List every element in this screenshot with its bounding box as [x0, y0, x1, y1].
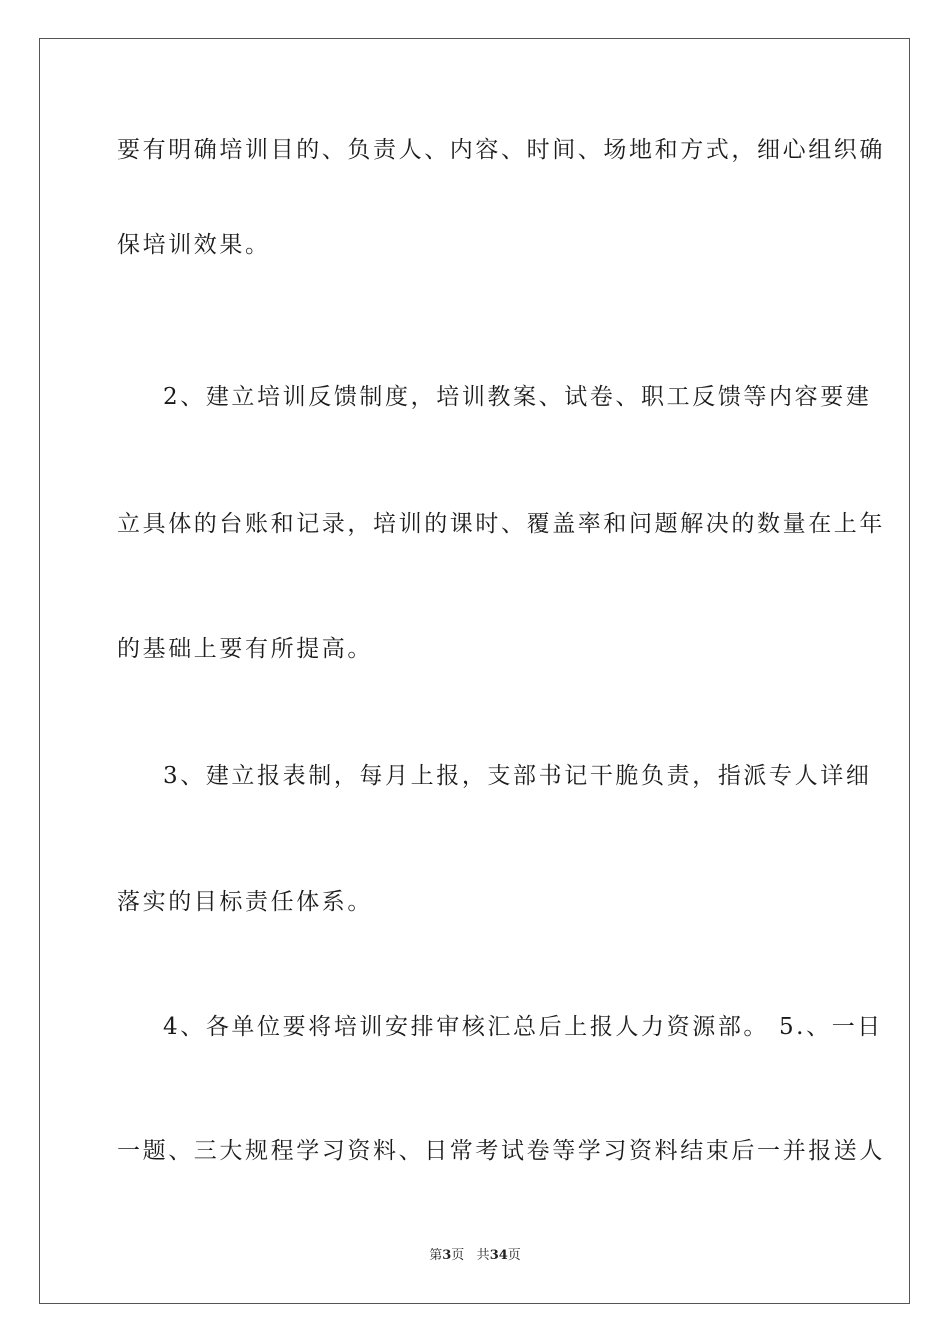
paragraph-line: 落实的目标责任体系。 — [117, 889, 373, 915]
page-footer — [0, 1244, 950, 1263]
total-prefix: 共 — [476, 1248, 490, 1263]
page-prefix: 第 — [429, 1248, 443, 1263]
paragraph-line: 2、建立培训反馈制度，培训教案、试卷、职工反馈等内容要建 — [163, 384, 872, 410]
paragraph-line: 的基础上要有所提高。 — [117, 636, 373, 662]
paragraph-line: 4、各单位要将培训安排审核汇总后上报人力资源部。 5.、一日 — [163, 1014, 883, 1040]
paragraph-line: 立具体的台账和记录，培训的课时、覆盖率和问题解决的数量在上年 — [117, 511, 885, 537]
paragraph-line: 要有明确培训目的、负责人、内容、时间、场地和方式，细心组织确 — [117, 137, 885, 163]
page-border — [39, 38, 910, 1304]
page-suffix: 页 — [451, 1248, 465, 1263]
paragraph-line: 3、建立报表制，每月上报，支部书记干脆负责，指派专人详细 — [163, 763, 872, 789]
total-pages: 34 — [489, 1248, 508, 1263]
page-number: 3 — [442, 1248, 452, 1263]
total-suffix: 页 — [507, 1248, 521, 1263]
paragraph-line: 保培训效果。 — [117, 232, 271, 258]
paragraph-line: 一题、三大规程学习资料、日常考试卷等学习资料结束后一并报送人 — [117, 1138, 885, 1164]
